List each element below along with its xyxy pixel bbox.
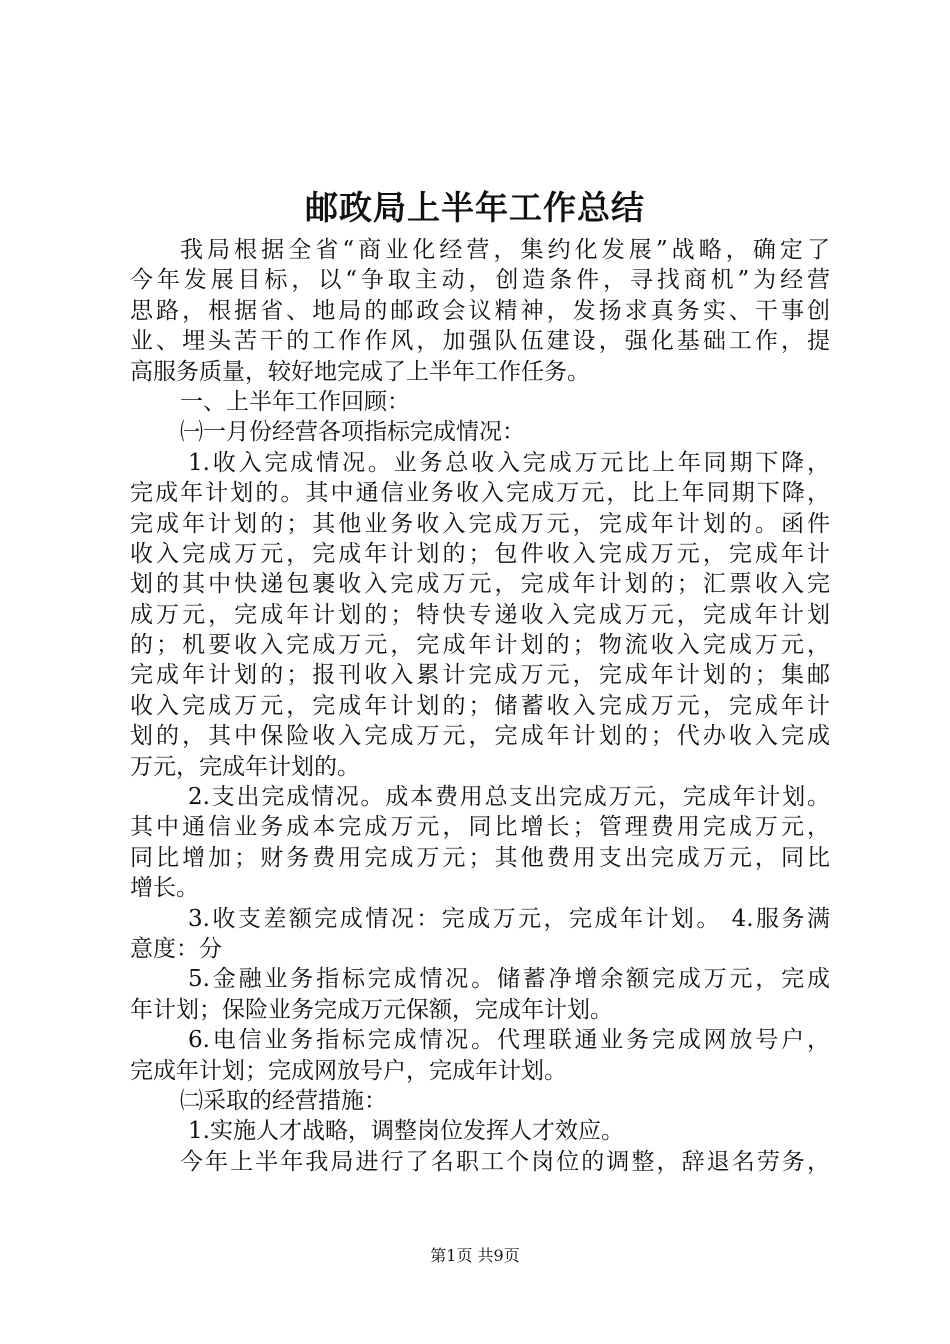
paragraph-line: 高服务质量，较好地完成了上半年工作任务。 — [130, 358, 590, 385]
paragraph-line: 完成年计划的；其他业务收入完成万元，完成年计划的。函件 — [130, 510, 830, 537]
paragraph-line: 2.支出完成情况。成本费用总支出完成万元，完成年计划。 — [188, 784, 830, 811]
paragraph-line: 今年发展目标，以“争取主动，创造条件，寻找商机”为经营 — [130, 267, 830, 294]
paragraph-line: 1.收入完成情况。业务总收入完成万元比上年同期下降， — [188, 449, 830, 476]
paragraph-line: 收入完成万元，完成年计划的；包件收入完成万元，完成年计 — [130, 540, 830, 567]
document-body — [130, 235, 830, 1177]
paragraph-line: 6.电信业务指标完成情况。代理联通业务完成网放号户， — [188, 1027, 830, 1054]
paragraph-line: 万元，完成年计划的。 — [130, 753, 360, 780]
paragraph-line: 的；机要收入完成万元，完成年计划的；物流收入完成万元， — [130, 632, 830, 659]
paragraph-line: 5.金融业务指标完成情况。储蓄净增余额完成万元，完成 — [188, 966, 830, 993]
paragraph-line: 我局根据全省“商业化经营，集约化发展”战略，确定了 — [180, 237, 830, 263]
paragraph-line: 思路，根据省、地局的邮政会议精神，发扬求真务实、干事创 — [130, 297, 830, 324]
subsection-heading: ㈠一月份经营各项指标完成情况： — [180, 419, 525, 446]
paragraph-line: 完成年计划的；报刊收入累计完成万元，完成年计划的；集邮 — [130, 662, 830, 689]
paragraph-line: 划的其中快递包裹收入完成万元，完成年计划的；汇票收入完 — [130, 571, 830, 598]
paragraph-line: 完成年计划；完成网放号户，完成年计划。 — [130, 1057, 567, 1084]
paragraph-line: 其中通信业务成本完成万元，同比增长；管理费用完成万元， — [130, 814, 830, 841]
document-title: 邮政局上半年工作总结 — [305, 188, 645, 227]
paragraph-line: 3.收支差额完成情况：完成万元，完成年计划。 4.服务满 — [188, 905, 830, 932]
paragraph-line: 同比增加；财务费用完成万元；其他费用支出完成万元，同比 — [130, 844, 830, 871]
paragraph-line: 年计划；保险业务完成万元保额，完成年计划。 — [130, 996, 613, 1023]
paragraph-line: 今年上半年我局进行了名职工个岗位的调整，辞退名劳务， — [180, 1148, 830, 1175]
paragraph-line: 划的，其中保险收入完成万元，完成年计划的；代办收入完成 — [130, 723, 830, 750]
paragraph-line: 收入完成万元，完成年计划的；储蓄收入完成万元，完成年计 — [130, 692, 830, 719]
paragraph-line: 增长。 — [130, 875, 199, 902]
section-heading: 一、上半年工作回顾： — [180, 388, 410, 415]
paragraph-line: 完成年计划的。其中通信业务收入完成万元，比上年同期下降， — [130, 480, 830, 507]
paragraph-line: 意度：分 — [130, 935, 222, 962]
page-number-footer: 第1页 共9页 — [430, 1246, 520, 1265]
subsection-heading: ㈡采取的经营措施： — [180, 1087, 387, 1114]
paragraph-line: 业、埋头苦干的工作作风，加强队伍建设，强化基础工作，提 — [130, 328, 830, 355]
paragraph-line: 成万元，完成年计划的；特快专递收入完成万元，完成年计划 — [130, 601, 830, 628]
paragraph-line: 1.实施人才战略，调整岗位发挥人才效应。 — [188, 1118, 624, 1145]
